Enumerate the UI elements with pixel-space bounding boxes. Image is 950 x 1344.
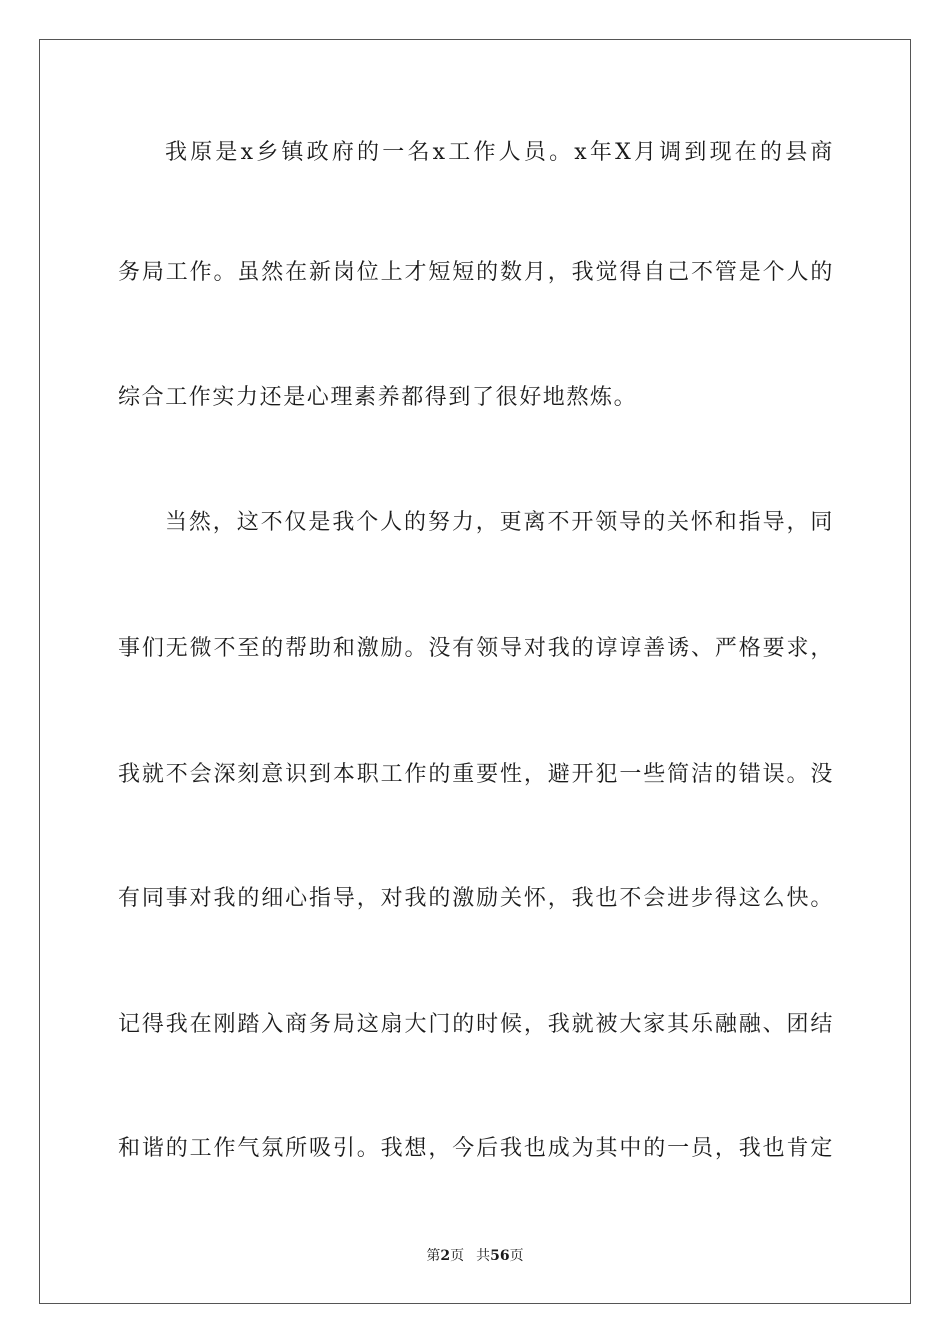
text-line-4: 当然，这不仅是我个人的努力，更离不开领导的关怀和指导，同 (165, 510, 834, 535)
text-line-8: 记得我在刚踏入商务局这扇大门的时候，我就被大家其乐融融、团结 (118, 1012, 834, 1037)
text-line-9: 和谐的工作气氛所吸引。我想，今后我也成为其中的一员，我也肯定 (118, 1136, 834, 1161)
text-line-3: 综合工作实力还是心理素养都得到了很好地熬炼。 (118, 385, 638, 410)
page-prefix: 第 (426, 1248, 441, 1264)
page-border (39, 39, 911, 1304)
total-prefix: 共 (476, 1248, 491, 1264)
page-footer (0, 1247, 950, 1265)
total-suffix: 页 (509, 1248, 524, 1264)
page-number: 2 (440, 1248, 451, 1264)
text-line-2: 务局工作。虽然在新岗位上才短短的数月，我觉得自己不管是个人的 (118, 260, 834, 285)
text-line-5: 事们无微不至的帮助和激励。没有领导对我的谆谆善诱、严格要求， (118, 636, 834, 661)
page-suffix: 页 (450, 1248, 465, 1264)
text-line-7: 有同事对我的细心指导，对我的激励关怀，我也不会进步得这么快。 (118, 886, 834, 911)
text-line-6: 我就不会深刻意识到本职工作的重要性，避开犯一些简洁的错误。没 (118, 762, 834, 787)
total-pages: 56 (490, 1248, 510, 1264)
text-line-1: 我原是x乡镇政府的一名x工作人员。x年X月调到现在的县商 (165, 140, 834, 165)
